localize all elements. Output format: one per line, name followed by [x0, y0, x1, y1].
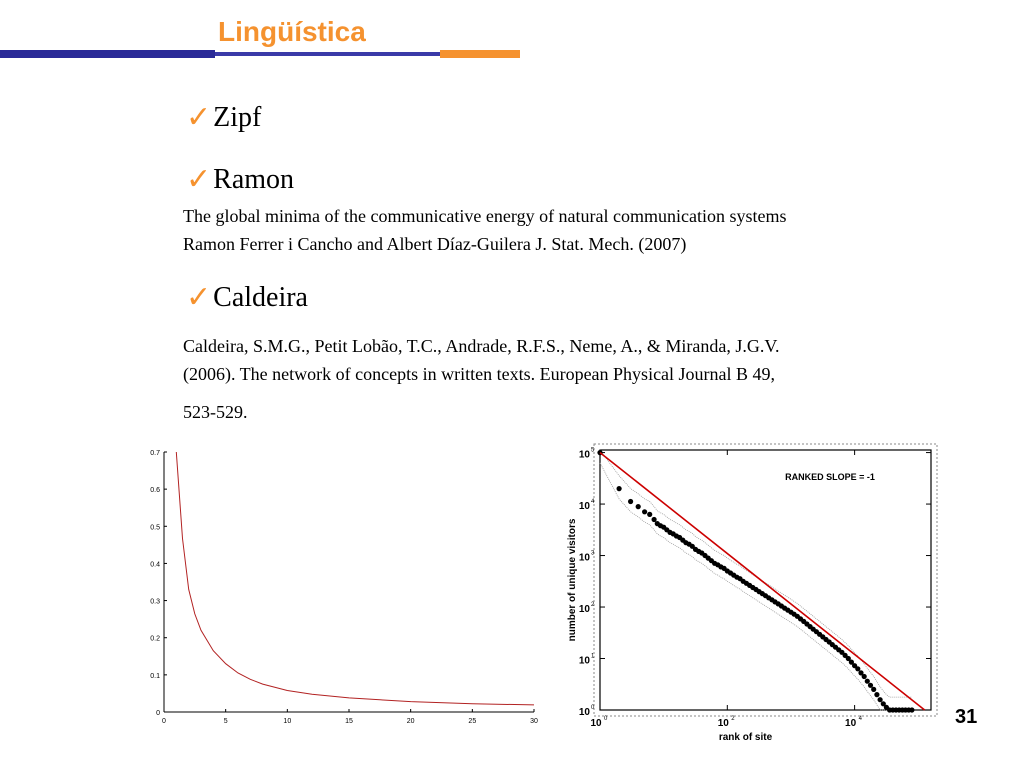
data-point — [874, 692, 879, 697]
x-tick-label: 15 — [345, 718, 353, 725]
bullet-caldeira — [186, 280, 308, 315]
y-tick-label: 10 — [578, 604, 590, 616]
caldeira-ref-line1: Caldeira, S.M.G., Petit Lobão, T.C., Andrade, R.F.S., Neme, A., & Miranda, J.G.V. — [183, 336, 780, 356]
caldeira-ref-line2: (2006). The network of concepts in written texts. European Physical Journal B 49, — [183, 364, 776, 384]
y-tick-label: 10 — [578, 449, 590, 461]
data-point — [871, 687, 876, 692]
bullet-label: Caldeira — [213, 281, 308, 313]
y-tick-label: 10 — [578, 655, 590, 667]
x-tick-exponent: 4 — [858, 716, 862, 722]
bullet-ramon — [186, 162, 294, 197]
data-point — [642, 509, 647, 514]
caldeira-ref-line3: 523-529. — [183, 402, 248, 422]
y-tick-exponent: 2 — [591, 602, 595, 609]
data-point — [868, 683, 873, 688]
ramon-ref-line1: The global minima of the communicative energy of natural communication systems — [183, 206, 787, 226]
series-line — [176, 452, 534, 705]
x-tick-label: 10 — [845, 718, 857, 729]
y-tick-label: 10 — [578, 707, 590, 718]
x-tick-label: 5 — [223, 718, 228, 725]
y-tick-label: 10 — [578, 501, 590, 513]
x-tick-label: 10 — [590, 718, 602, 729]
check-icon: ✓ — [186, 100, 212, 135]
data-point — [865, 679, 870, 684]
data-point — [878, 697, 883, 702]
x-tick-label: 30 — [530, 718, 538, 725]
check-icon: ✓ — [186, 280, 212, 315]
y-tick-label: 0.5 — [150, 524, 160, 532]
data-point — [855, 666, 860, 671]
y-axis-label: number of unique visitors — [567, 518, 578, 642]
y-tick-label: 0.1 — [150, 672, 160, 680]
y-tick-exponent: 5 — [591, 447, 595, 454]
y-tick-label: 10 — [578, 552, 590, 564]
slope-annotation: RANKED SLOPE = -1 — [785, 472, 875, 482]
bullet-zipf — [186, 100, 261, 135]
data-point — [617, 486, 622, 491]
data-point — [628, 499, 633, 504]
check-icon: ✓ — [186, 162, 212, 197]
y-tick-exponent: 4 — [591, 499, 595, 506]
x-tick-label: 10 — [717, 718, 729, 729]
rank-visitors-chart — [555, 438, 945, 748]
x-axis-label: rank of site — [718, 732, 773, 743]
data-point — [647, 512, 652, 517]
y-tick-label: 0.6 — [150, 487, 160, 495]
slide-title: Lingüística — [218, 16, 366, 47]
data-point — [862, 674, 867, 679]
y-tick-label: 0 — [156, 710, 160, 717]
ramon-ref-line2: Ramon Ferrer i Cancho and Albert Díaz-Guilera J. Stat. Mech. (2007) — [183, 234, 687, 254]
data-point — [652, 517, 657, 522]
x-tick-label: 25 — [468, 718, 477, 725]
bullet-label: Zipf — [213, 101, 262, 133]
x-tick-exponent: 0 — [604, 716, 608, 722]
y-tick-label: 0.2 — [150, 635, 160, 643]
x-tick-label: 0 — [162, 718, 166, 725]
y-tick-label: 0.3 — [150, 598, 160, 606]
energy-curve-chart — [140, 440, 540, 730]
data-point — [909, 707, 914, 712]
y-tick-exponent: 3 — [591, 550, 595, 557]
y-tick-label: 0.4 — [150, 561, 160, 569]
bullet-label: Ramon — [213, 163, 295, 195]
title-rule — [0, 50, 520, 58]
page-number: 31 — [955, 706, 978, 728]
data-point — [636, 504, 641, 509]
x-tick-label: 20 — [406, 718, 415, 725]
y-tick-exponent: 0 — [591, 705, 595, 711]
y-tick-exponent: 1 — [591, 653, 595, 660]
x-tick-label: 10 — [283, 718, 292, 725]
plot-frame — [600, 450, 931, 710]
y-tick-label: 0.7 — [150, 450, 160, 457]
x-tick-exponent: 2 — [731, 716, 735, 722]
